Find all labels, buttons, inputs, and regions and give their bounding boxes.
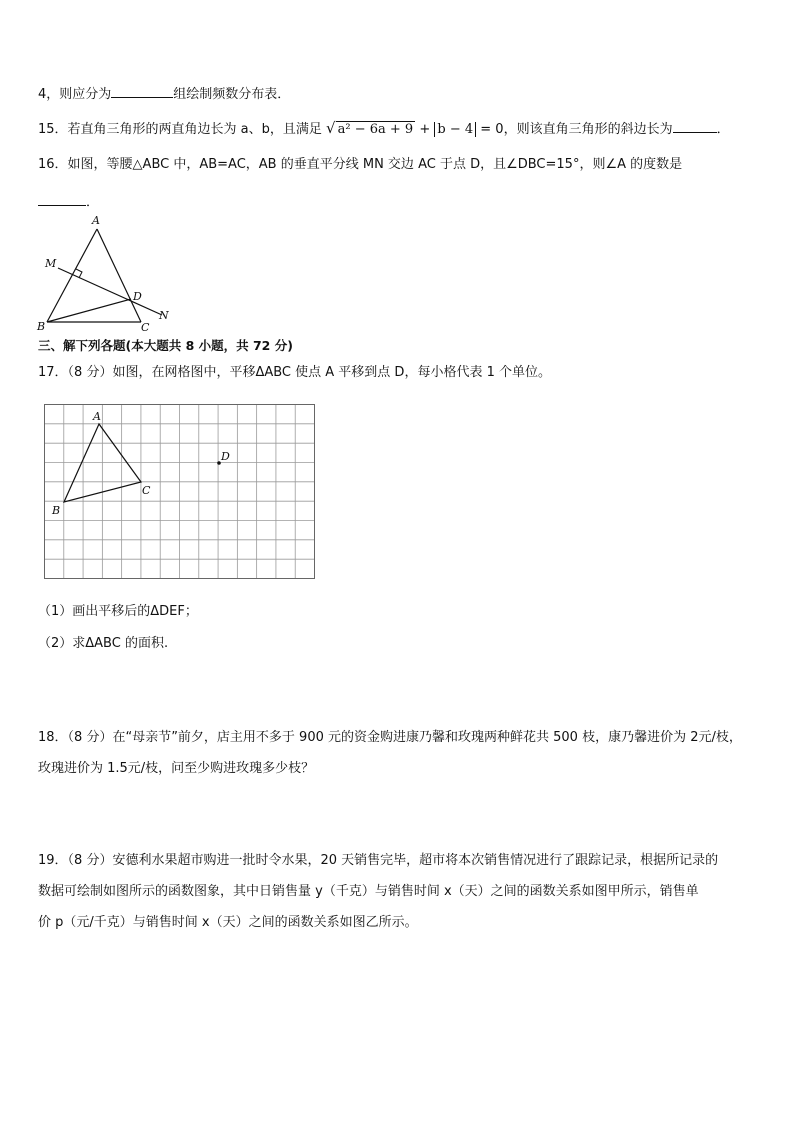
- section3-heading: 三、解下列各题(本大题共 8 小题，共 72 分): [38, 338, 293, 353]
- q15-text-after: ，则该直角三角形的斜边长为: [503, 122, 673, 137]
- q17-line: [38, 364, 551, 382]
- q19-number: 19．: [38, 853, 68, 868]
- q14-tail-line: [38, 84, 290, 104]
- q15-equals: = 0: [480, 122, 504, 137]
- q17-score: （8 分）: [67, 365, 113, 380]
- q16-number: 16．: [38, 157, 68, 172]
- label-c: C: [141, 321, 150, 334]
- q15-number: 15．: [38, 122, 68, 137]
- q16-triangle-figure: [34, 212, 174, 334]
- label-n: N: [159, 309, 169, 322]
- q16-answer-blank[interactable]: [38, 192, 86, 206]
- q16-line: [38, 156, 682, 174]
- label-m: M: [45, 257, 57, 270]
- q16-blank-line: [38, 192, 99, 212]
- q18-text-line1: 在“母亲节”前夕，店主用不多于 900 元的资金购进康乃馨和玫瑰两种鲜花共 500 枝，康乃馨进价为 2元/枝，: [112, 730, 742, 745]
- q19-line3: 价 p（元/千克）与销售时间 x（天）之间的函数关系如图乙所示。: [38, 915, 418, 930]
- q18-number: 18．: [38, 730, 68, 745]
- grid-lines: [45, 405, 315, 579]
- q15-abs-expr: b − 4: [434, 122, 476, 137]
- q19-line1: [38, 852, 718, 870]
- grid-label-c: C: [142, 484, 151, 497]
- q17-grid-figure: [40, 398, 320, 584]
- q17-text: 如图，在网格图中，平移ΔABC 使点 A 平移到点 D，每小格代表 1 个单位。: [112, 365, 551, 380]
- q16-end: ．: [86, 195, 100, 210]
- q19-text-line1: 安德利水果超市购进一批时令水果，20 天销售完毕，超市将本次销售情况进行了跟踪记录，根据所记录的: [112, 853, 719, 868]
- q15-plus: +: [419, 122, 431, 137]
- q15-radical: [326, 119, 415, 139]
- q17-number: 17．: [38, 365, 68, 380]
- label-d: D: [133, 290, 142, 303]
- grid-label-b: B: [52, 504, 61, 517]
- q16-text: 如图，等腰△ABC 中，AB=AC，AB 的垂直平分线 MN 交边 AC 于点 D，且∠DBC=15°，则∠A 的度数是: [67, 157, 683, 172]
- sqrt-sign-icon: √: [326, 119, 336, 137]
- label-a: A: [92, 214, 100, 227]
- q15-answer-blank[interactable]: [673, 119, 717, 133]
- q14-suffix: 组绘制频数分布表．: [173, 87, 291, 102]
- q15-radicand: a² − 6a + 9: [337, 122, 414, 137]
- grid-label-d: D: [221, 450, 230, 463]
- q18-line1: [38, 729, 742, 747]
- grid-label-a: A: [93, 410, 101, 423]
- q19-score: （8 分）: [67, 853, 113, 868]
- q14-answer-blank[interactable]: [111, 84, 173, 98]
- side-ab: [47, 229, 97, 322]
- q19-line2: 数据可绘制如图所示的函数图象，其中日销售量 y（千克）与销售时间 x（天）之间的函数关系如图甲所示，销售单: [38, 884, 699, 899]
- side-ac: [97, 229, 141, 322]
- segment-bd: [47, 299, 131, 322]
- q15-text-before: 若直角三角形的两直角边长为 a、b，且满足: [67, 122, 322, 137]
- label-b: B: [37, 320, 46, 333]
- q15-end: ．: [716, 122, 730, 137]
- q17-sub1: （1）画出平移后的ΔDEF；: [38, 604, 198, 619]
- q17-sub2: （2）求ΔABC 的面积.: [38, 636, 169, 651]
- q15-line: [38, 119, 730, 139]
- q18-line2: 玫瑰进价为 1.5元/枝，问至少购进玫瑰多少枝？: [38, 761, 315, 776]
- line-mn: [58, 268, 162, 315]
- q18-score: （8 分）: [67, 730, 113, 745]
- q14-prefix: 4，则应分为: [38, 87, 112, 102]
